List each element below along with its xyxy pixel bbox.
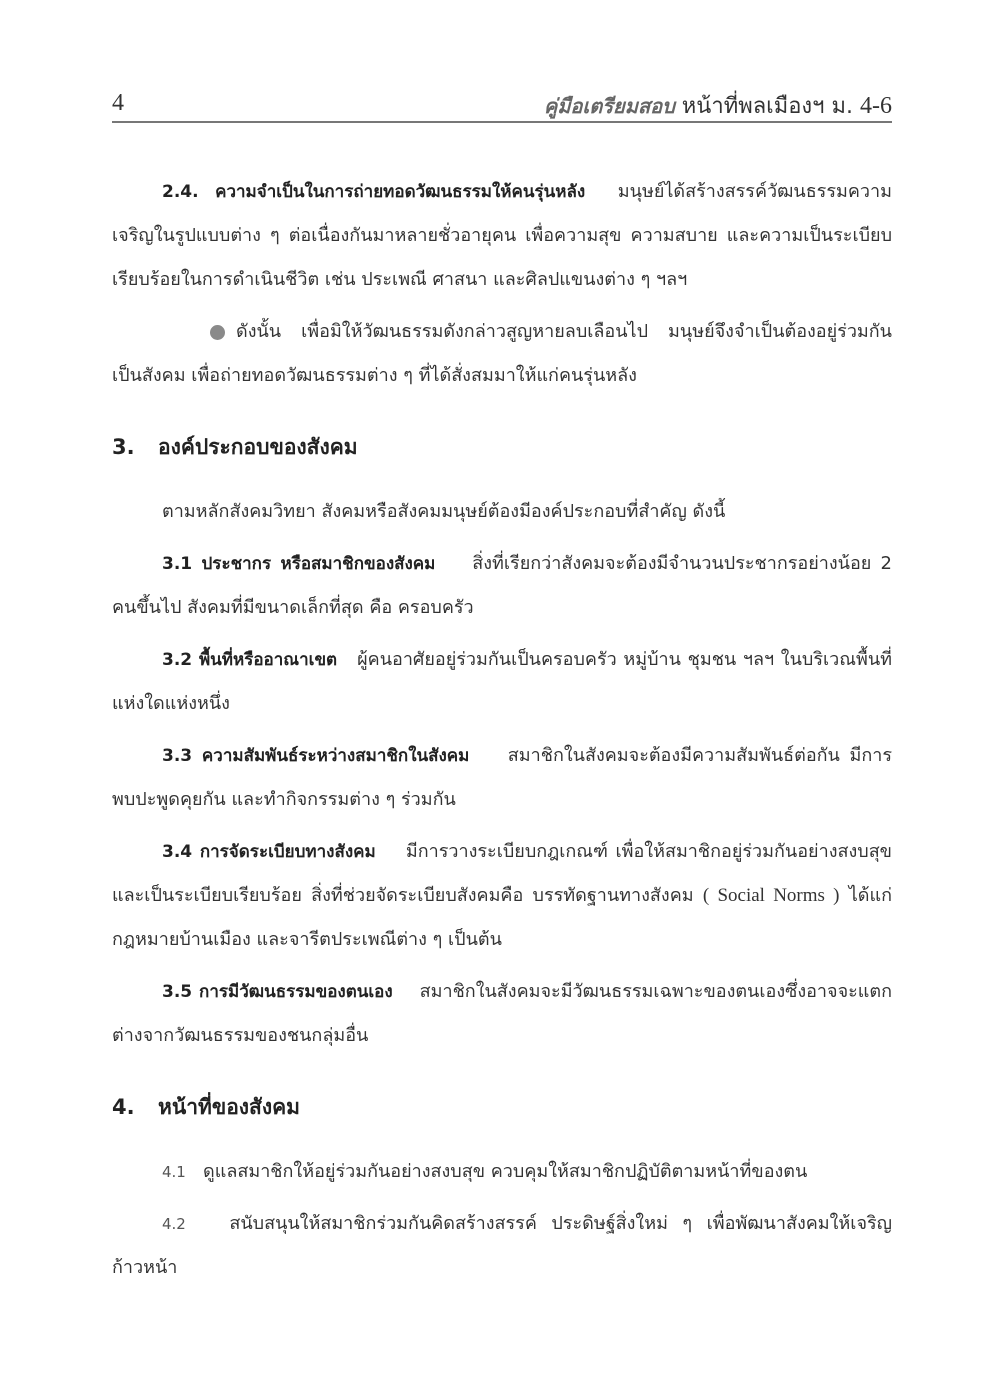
page-header	[112, 88, 892, 122]
section-4-2	[112, 1202, 892, 1290]
section-3-4-body: มีการวางระเบียบกฎเกณฑ์ เพื่อให้สมาชิกอยู่ร่วมกันอย่างสงบสุขและเป็นระเบียบเรียบร้อย สิ่งที่ช่วยจัดระเบียบสังคมคือ บรรทัดฐานทางสังคม	[112, 841, 892, 906]
bullet-paragraph	[112, 310, 892, 398]
section-3-3	[112, 734, 892, 822]
section-3-title: องค์ประกอบของสังคม	[158, 435, 358, 459]
section-4-1-number: 4.1	[162, 1163, 186, 1181]
section-4-number: 4.	[112, 1095, 135, 1119]
section-3-2-body: ผู้คนอาศัยอยู่ร่วมกันเป็นครอบครัว หมู่บ้าน ชุมชน ฯลฯ ในบริเวณพื้นที่แห่งใดแห่งหนึ่ง	[112, 649, 892, 714]
page-content	[112, 170, 892, 1290]
grade-level: 4-6	[860, 93, 892, 119]
section-3-5	[112, 970, 892, 1058]
bullet-dot-icon	[210, 325, 225, 340]
section-3-2-heading: 3.2 พื้นที่หรืออาณาเขต	[162, 650, 338, 670]
section-3-4-latin: ( Social Norms )	[702, 885, 840, 906]
section-3-1-body: สิ่งที่เรียกว่าสังคมจะต้องมีจำนวนประชากรอย่างน้อย 2 คนขึ้นไป สังคมที่มีขนาดเล็กที่สุด คือ ครอบครัว	[112, 553, 893, 618]
running-title	[544, 88, 892, 123]
section-4-2-number: 4.2	[162, 1215, 186, 1233]
section-3-5-body: สมาชิกในสังคมจะมีวัฒนธรรมเฉพาะของตนเองซึ่งอาจจะแตกต่างจากวัฒนธรรมของชนกลุ่มอื่น	[112, 981, 892, 1046]
section-3-1-heading: 3.1 ประชากร หรือสมาชิกของสังคม	[162, 554, 436, 574]
section-3-2	[112, 638, 892, 726]
section-3-3-body: สมาชิกในสังคมจะต้องมีความสัมพันธ์ต่อกัน มีการพบปะพูดคุยกัน และทำกิจกรรมต่าง ๆ ร่วมกัน	[112, 745, 892, 810]
section-3-4-heading: 3.4 การจัดระเบียบทางสังคม	[162, 842, 376, 862]
page-number: 4	[112, 90, 124, 116]
bullet-text: ดังนั้น เพื่อมิให้วัฒนธรรมดังกล่าวสูญหายลบเลือนไป มนุษย์จึงจำเป็นต้องอยู่ร่วมกันเป็นสังคม เพื่อถ่ายทอดวัฒนธรรมต่าง ๆ ที่ได้สั่งสมมาให้แก่คนรุ่นหลัง	[112, 321, 892, 386]
section-3-3-heading: 3.3 ความสัมพันธ์ระหว่างสมาชิกในสังคม	[162, 746, 470, 766]
section-2-4-body: มนุษย์ได้สร้างสรรค์วัฒนธรรมความเจริญในรูปแบบต่าง ๆ ต่อเนื่องกันมาหลายชั่วอายุคน เพื่อความสุข ความสบาย และความเป็นระเบียบเรียบร้อยในการดำเนินชีวิต เช่น ประเพณี ศาสนา และศิลปแขนงต่าง ๆ ฯลฯ	[112, 181, 892, 290]
section-4-heading	[112, 1082, 892, 1132]
section-4-title: หน้าที่ของสังคม	[158, 1095, 301, 1119]
section-3-number: 3.	[112, 435, 135, 459]
section-3-1	[112, 542, 892, 630]
header-divider	[112, 121, 892, 123]
book-title: คู่มือเตรียมสอบ	[543, 94, 675, 118]
section-4-2-body: สนับสนุนให้สมาชิกร่วมกันคิดสร้างสรรค์ ประดิษฐ์สิ่งใหม่ ๆ เพื่อพัฒนาสังคมให้เจริญก้าวหน้า	[112, 1213, 892, 1278]
section-3-4	[112, 830, 892, 962]
section-3-heading	[112, 422, 892, 472]
section-2-4-paragraph	[112, 170, 892, 302]
section-4-1-body: ดูแลสมาชิกให้อยู่ร่วมกันอย่างสงบสุข ควบคุมให้สมาชิกปฏิบัติตามหน้าที่ของตน	[203, 1161, 808, 1182]
section-4-1	[112, 1150, 892, 1194]
section-3-5-heading: 3.5 การมีวัฒนธรรมของตนเอง	[162, 982, 393, 1002]
section-2-4-heading: 2.4. ความจำเป็นในการถ่ายทอดวัฒนธรรมให้คนรุ่นหลัง	[162, 182, 586, 202]
subject-title: หน้าที่พลเมืองฯ ม.	[681, 94, 853, 119]
section-3-4-tail: ได้แก่ กฎหมายบ้านเมือง และจารีตประเพณีต่าง ๆ เป็นต้น	[112, 885, 892, 950]
section-3-intro: ตามหลักสังคมวิทยา สังคมหรือสังคมมนุษย์ต้องมีองค์ประกอบที่สำคัญ ดังนี้	[162, 501, 726, 522]
